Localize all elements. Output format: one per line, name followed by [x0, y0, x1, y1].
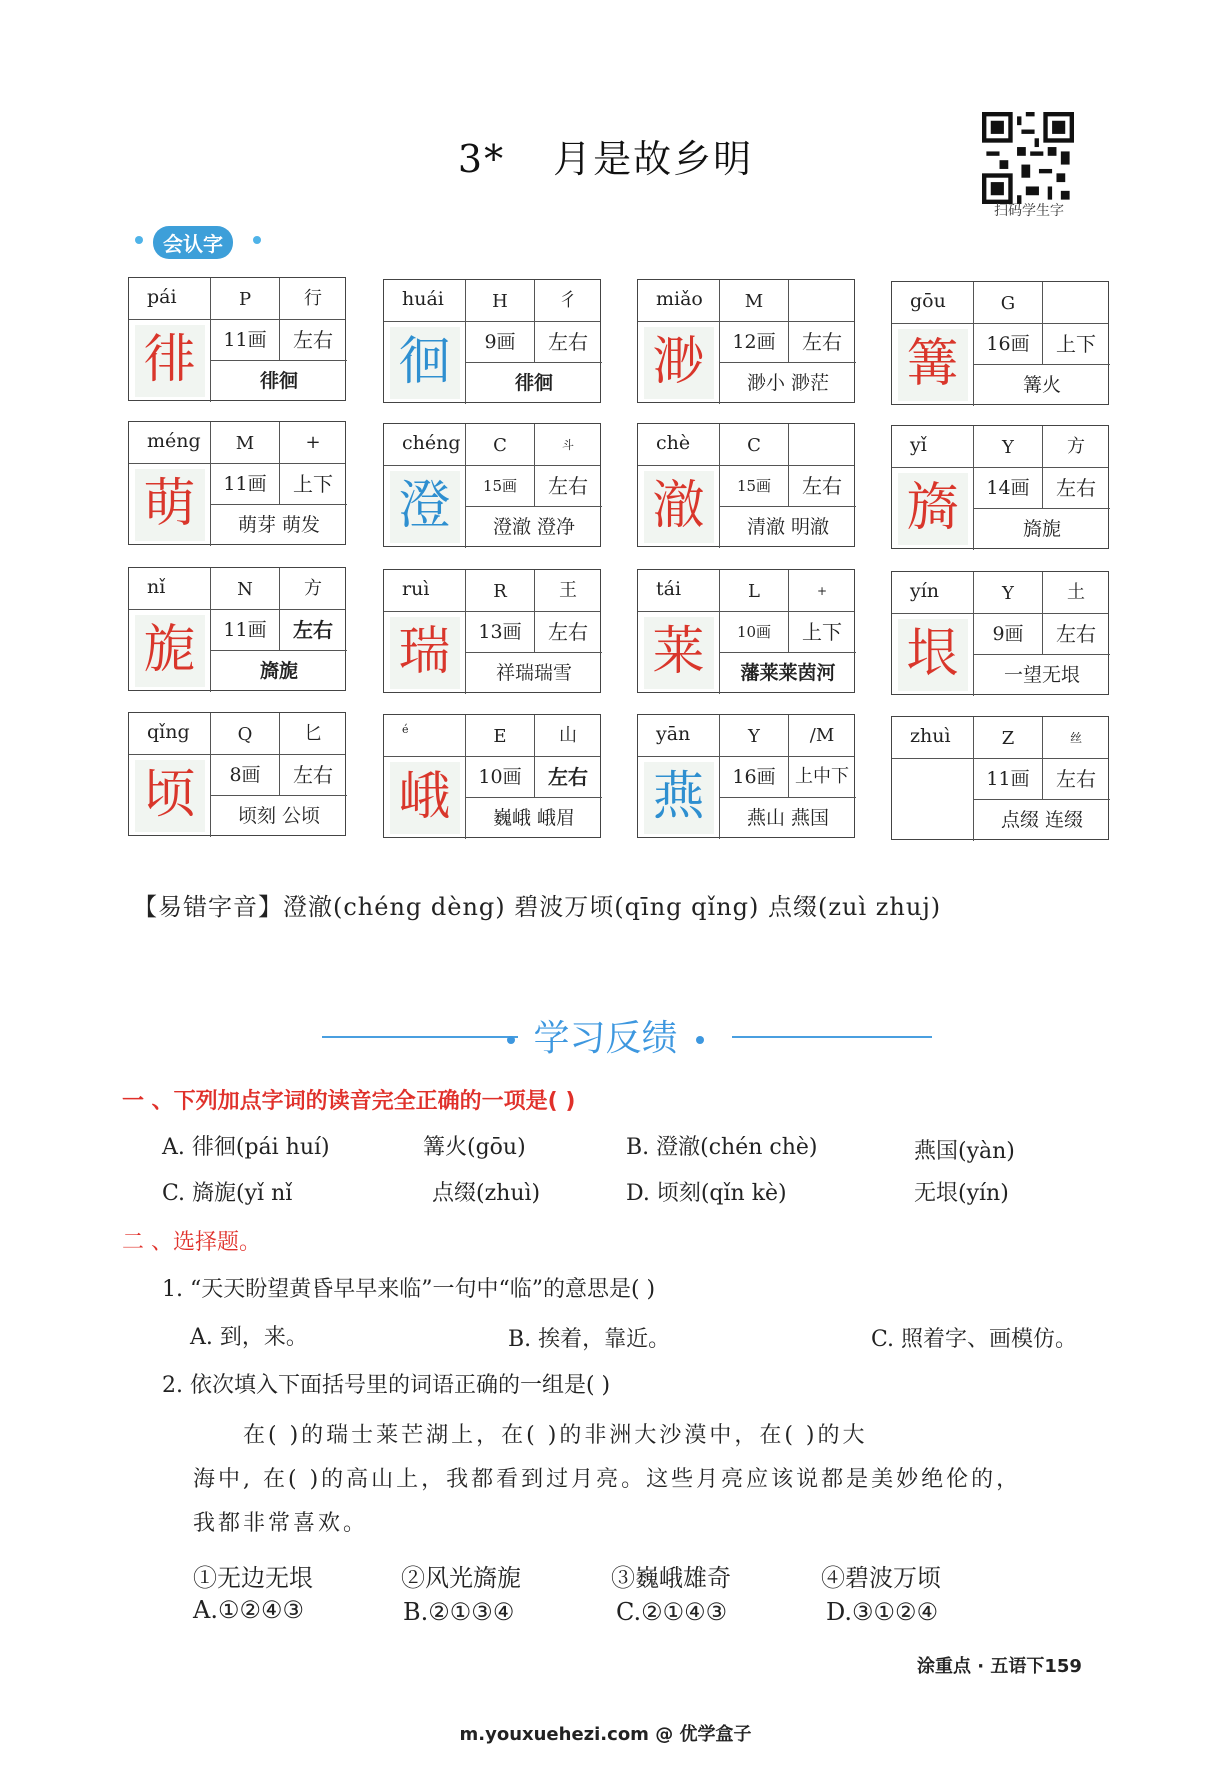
initial-letter: E — [466, 715, 535, 756]
lesson-title-text: 月是故乡明 — [553, 137, 754, 181]
dot-icon — [696, 1036, 704, 1044]
initial-letter: Q — [211, 713, 280, 754]
subquestion-1-option-b[interactable]: B. 挨着，靠近。 — [508, 1327, 671, 1352]
radical: 斗 — [561, 438, 574, 452]
structure: 左右 — [788, 465, 856, 507]
example-words: 一望无垠 — [1003, 664, 1080, 686]
pinyin: é — [384, 715, 466, 756]
initial-letter: C — [466, 424, 535, 465]
example-words: 徘徊 — [259, 370, 298, 392]
char-card — [637, 279, 855, 403]
stroke-count: 11画 — [211, 319, 280, 361]
feedback-title — [0, 1010, 1211, 1061]
structure: 左右 — [534, 321, 602, 363]
example-words: 巍峨 峨眉 — [492, 807, 576, 829]
initial-letter: Y — [974, 426, 1043, 467]
char-card — [128, 567, 346, 691]
example-words: 澄澈 澄净 — [492, 516, 576, 538]
initial-letter: G — [974, 282, 1043, 323]
char-card — [128, 712, 346, 836]
radical: 彳 — [559, 290, 577, 311]
character: 顷 — [129, 754, 211, 837]
question-1-heading: 一 、下列加点字词的读音完全正确的一项是( ) — [122, 1089, 576, 1114]
initial-letter: H — [466, 280, 535, 321]
example-words: 顷刻 公顷 — [237, 805, 321, 827]
pinyin: méng — [129, 422, 211, 463]
pinyin: pái — [129, 278, 211, 319]
radical — [1042, 282, 1110, 323]
structure: 上中下 — [788, 756, 856, 798]
word-option-2: ②风光旖旎 — [401, 1564, 521, 1592]
example-words: 藩莱莱茵河 — [740, 662, 836, 684]
radical: 土 — [1067, 582, 1085, 603]
structure: 左右 — [788, 321, 856, 363]
char-card — [383, 714, 601, 838]
feedback-title-text: 学习反绩 — [533, 1018, 678, 1059]
example-words: 祥瑞瑞雪 — [495, 662, 572, 684]
char-card — [383, 279, 601, 403]
initial-letter: Z — [974, 717, 1043, 758]
char-card — [891, 425, 1109, 549]
pinyin: nǐ — [129, 568, 211, 609]
structure: 上下 — [279, 463, 347, 505]
initial-letter: C — [720, 424, 789, 465]
stroke-count: 12画 — [720, 321, 789, 363]
char-card — [383, 569, 601, 693]
badge-dot — [135, 236, 143, 244]
character: 垠 — [892, 613, 974, 696]
stroke-count: 10画 — [466, 756, 535, 798]
pinyin: yān — [638, 715, 720, 756]
char-card — [637, 569, 855, 693]
structure: 左右 — [534, 611, 602, 653]
pinyin: tái — [638, 570, 720, 611]
option-b[interactable]: B. 澄澈(chén chè) — [626, 1135, 818, 1160]
character: 莱 — [638, 611, 720, 694]
initial-letter: N — [211, 568, 280, 609]
pinyin: gōu — [892, 282, 974, 323]
stroke-count: 13画 — [466, 611, 535, 653]
option-b-word: 燕国(yàn) — [914, 1139, 1015, 1164]
structure: 左右 — [279, 609, 347, 651]
dot-icon — [507, 1036, 515, 1044]
char-card — [891, 571, 1109, 695]
character: 渺 — [638, 321, 720, 404]
structure: 左右 — [534, 756, 602, 798]
initial-letter: M — [720, 280, 789, 321]
option-a-word: 篝火(gōu) — [423, 1135, 526, 1160]
page-footer: 涂重点 · 五语下159 — [917, 1656, 1082, 1677]
char-card — [128, 421, 346, 545]
radical — [788, 424, 856, 465]
structure: 左右 — [1042, 467, 1110, 509]
word-option-3: ③巍峨雄奇 — [611, 1564, 731, 1592]
character: 旖 — [892, 467, 974, 550]
site-watermark: m.youxuehezi.com @ 优学盒子 — [459, 1724, 752, 1745]
example-words: 旖旎 — [259, 660, 298, 682]
character: 燕 — [638, 756, 720, 839]
stroke-count: 9画 — [466, 321, 535, 363]
structure: 上下 — [1042, 323, 1110, 365]
structure: 左右 — [1042, 613, 1110, 655]
example-words: 篝火 — [1022, 374, 1061, 396]
example-words: 旖旎 — [1022, 518, 1061, 540]
radical: 山 — [559, 725, 577, 746]
initial-letter: L — [720, 570, 789, 611]
stroke-count: 11画 — [211, 609, 280, 651]
character: 篝 — [892, 323, 974, 406]
subquestion-1: 1. “天天盼望黄昏早早来临”一句中“临”的意思是( ) — [162, 1277, 656, 1302]
stroke-count: 16画 — [720, 756, 789, 798]
pinyin: ruì — [384, 570, 466, 611]
radical: /M — [809, 725, 835, 746]
pinyin: yǐ — [892, 426, 974, 467]
pinyin: yín — [892, 572, 974, 613]
pinyin: qǐng — [129, 713, 211, 754]
option-a[interactable]: A. 徘徊(pái huí) — [162, 1135, 330, 1160]
stroke-count: 15画 — [720, 465, 789, 507]
answer-choice-a[interactable]: A.①②④③ — [193, 1596, 305, 1624]
initial-letter: M — [211, 422, 280, 463]
stroke-count: 16画 — [974, 323, 1043, 365]
stroke-count: 11画 — [974, 758, 1043, 800]
pinyin: huái — [384, 280, 466, 321]
initial-letter: R — [466, 570, 535, 611]
radical: + — [816, 584, 828, 598]
example-words: 渺小 渺茫 — [746, 372, 830, 394]
character: 澈 — [638, 465, 720, 548]
stroke-count: 10画 — [720, 611, 789, 653]
qr-caption: 扫码学生字 — [994, 203, 1064, 219]
example-words: 徘徊 — [514, 372, 553, 394]
radical: 匕 — [304, 723, 322, 744]
char-card — [383, 423, 601, 547]
option-d-word: 无垠(yín) — [914, 1181, 1009, 1206]
structure: 左右 — [1042, 758, 1110, 800]
structure: 上下 — [788, 611, 856, 653]
char-card — [891, 716, 1109, 840]
word-option-4: ④碧波万顷 — [821, 1564, 941, 1592]
question-2-heading: 二 、选择题。 — [122, 1230, 261, 1255]
initial-letter: Y — [974, 572, 1043, 613]
passage-line-1: 在( )的瑞士莱芒湖上，在( )的非洲大沙漠中，在( )的大 — [243, 1423, 868, 1448]
structure: 左右 — [279, 754, 347, 796]
char-card — [891, 281, 1109, 405]
structure: 左右 — [279, 319, 347, 361]
pinyin: zhuì — [892, 717, 974, 758]
passage-line-2: 海中, 在( )的高山上，我都看到过月亮。这些月亮应该说都是美妙绝伦的， — [193, 1467, 1022, 1492]
initial-letter: P — [211, 278, 280, 319]
character — [892, 758, 974, 841]
example-words — [974, 799, 1110, 841]
subquestion-1-option-a[interactable]: A. 到，来。 — [190, 1325, 308, 1350]
word-option-1: ①无边无垠 — [193, 1564, 313, 1592]
pinyin: chéng — [384, 424, 466, 465]
example-words: 燕山 燕国 — [746, 807, 830, 829]
badge-dot — [253, 236, 261, 244]
char-card — [637, 714, 855, 838]
radical: 方 — [1067, 436, 1085, 457]
subquestion-1-option-c[interactable]: C. 照着字、画模仿。 — [871, 1327, 1078, 1352]
answer-choice-c[interactable]: C.②①④③ — [616, 1598, 728, 1626]
char-card — [637, 423, 855, 547]
answer-choice-d[interactable]: D.③①②④ — [826, 1598, 939, 1626]
stroke-count: 15画 — [466, 465, 535, 507]
stroke-count: 14画 — [974, 467, 1043, 509]
pinyin: miǎo — [638, 280, 720, 321]
radical: 行 — [304, 288, 322, 309]
stroke-count: 9画 — [974, 613, 1043, 655]
example-words: 清澈 明澈 — [746, 516, 830, 538]
radical: 王 — [559, 580, 577, 601]
char-card — [128, 277, 346, 401]
error-prone-tip: 【易错字音】澄澈(chéng dèng) 碧波万顷(qīng qǐng) 点缀(zuì zhuj) — [133, 893, 942, 921]
passage-line-3: 我都非常喜欢。 — [193, 1511, 369, 1536]
initial-letter: Y — [720, 715, 789, 756]
example-words: 萌芽 萌发 — [237, 514, 321, 536]
character: 旎 — [129, 609, 211, 692]
option-c-word: 点缀(zhuì) — [432, 1181, 541, 1206]
lesson-number: 3* — [457, 137, 506, 181]
character: 徊 — [384, 321, 466, 404]
radical: + — [305, 432, 321, 453]
radical: 方 — [304, 578, 322, 599]
answer-choice-b[interactable]: B.②①③④ — [403, 1598, 515, 1626]
character: 徘 — [129, 319, 211, 402]
subquestion-2: 2. 依次填入下面括号里的词语正确的一组是( ) — [162, 1373, 611, 1398]
character: 峨 — [384, 756, 466, 839]
character: 瑞 — [384, 611, 466, 694]
qr-code[interactable] — [982, 112, 1074, 204]
stroke-count: 8画 — [211, 754, 280, 796]
stroke-count: 11画 — [211, 463, 280, 505]
badge-label: 会认字 — [153, 226, 233, 259]
option-d[interactable]: D. 顷刻(qǐn kè) — [626, 1181, 787, 1206]
character: 萌 — [129, 463, 211, 546]
radical: 丝 — [1069, 731, 1082, 745]
example-words-text: 点缀 连缀 — [1000, 809, 1084, 831]
pinyin: chè — [638, 424, 720, 465]
character: 澄 — [384, 465, 466, 548]
structure: 左右 — [534, 465, 602, 507]
option-c[interactable]: C. 旖旎(yǐ nǐ — [162, 1181, 293, 1206]
radical — [788, 280, 856, 321]
